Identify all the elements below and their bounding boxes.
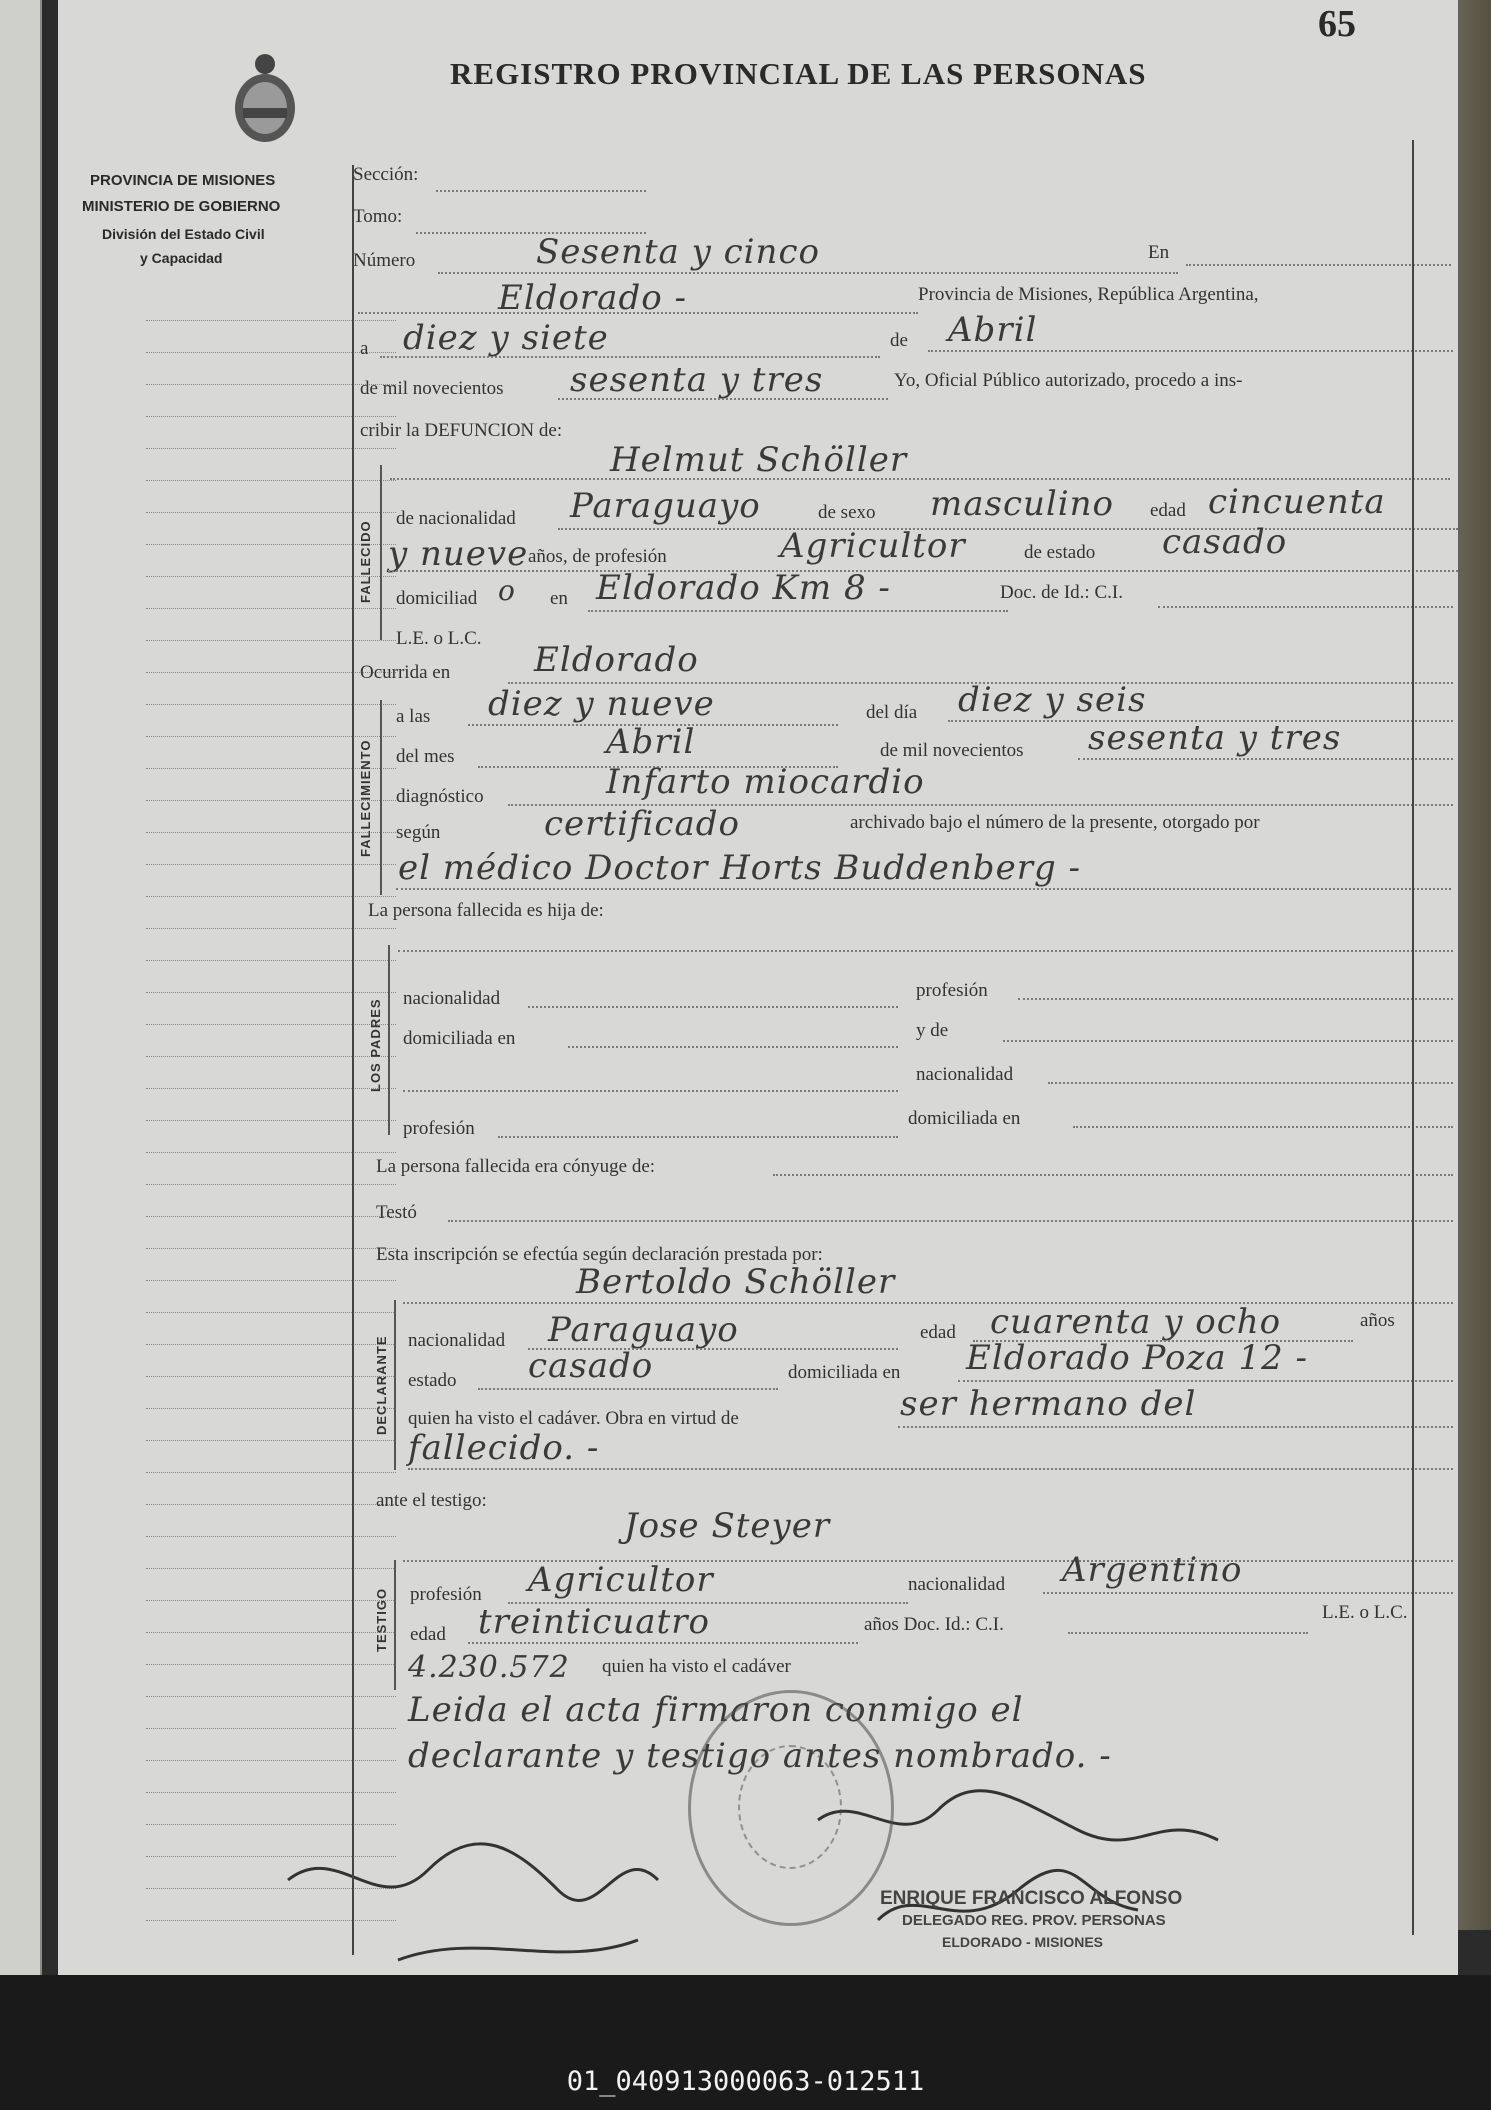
- form-frame-left: [352, 165, 354, 1955]
- padres-side-label: LOS PADRES: [368, 998, 383, 1092]
- margin-ruled-line: [146, 1088, 396, 1089]
- margin-ruled-line: [146, 1248, 396, 1249]
- padre-domicilio-label: domiciliada en: [403, 1028, 516, 1049]
- division-label: División del Estado Civil: [102, 226, 265, 242]
- seccion-line: [436, 190, 646, 192]
- quien-visto-label: quien ha visto el cadáver. Obra en virtud de: [408, 1408, 739, 1429]
- segun-value: certificado: [544, 804, 740, 844]
- previous-page-edge: [0, 0, 42, 1990]
- test-edad-label: edad: [410, 1624, 446, 1645]
- a-las-label: a las: [396, 706, 431, 727]
- stamp-place: ELDORADO - MISIONES: [942, 1934, 1104, 1950]
- declarante-value: Bertoldo Schöller: [576, 1262, 896, 1302]
- inscripcion-label: Esta inscripción se efectúa según declaración prestada por:: [376, 1244, 823, 1265]
- declarante-bracket: [394, 1300, 396, 1470]
- margin-ruled-line: [146, 1120, 396, 1121]
- margin-ruled-line: [146, 1632, 396, 1633]
- lugar-value: Eldorado -: [498, 278, 687, 318]
- padre-nacionalidad-line: [528, 1006, 898, 1008]
- test-edad-line: [468, 1642, 858, 1644]
- margin-ruled-line: [146, 320, 396, 321]
- madre-domicilio-line: [1073, 1126, 1453, 1128]
- stamp-title: DELEGADO REG. PROV. PERSONAS: [902, 1912, 1166, 1929]
- form-frame-right: [1412, 140, 1414, 1935]
- dia-line: [380, 356, 880, 358]
- segun-label: según: [396, 822, 441, 843]
- margin-ruled-line: [146, 1472, 396, 1473]
- de-mil-label: de mil novecientos: [360, 378, 504, 399]
- decl-edad-value: cuarenta y ocho: [990, 1302, 1282, 1342]
- a-label: a: [360, 338, 369, 359]
- decl-domicilio-label: domiciliada en: [788, 1362, 901, 1383]
- medico-value: el médico Doctor Horts Buddenberg -: [398, 848, 1082, 888]
- hija-de-label: La persona fallecida es hija de:: [368, 900, 604, 921]
- cribir-label: cribir la DEFUNCION de:: [360, 420, 563, 441]
- dia-value: diez y siete: [403, 318, 609, 358]
- margin-ruled-line: [146, 1312, 396, 1313]
- fallecimiento-side-label: FALLECIMIENTO: [358, 739, 373, 857]
- test-edad-value: treinticuatro: [478, 1602, 710, 1642]
- decl-obra-line-2: [408, 1468, 1453, 1470]
- division-label-2: y Capacidad: [140, 250, 223, 266]
- document-title: REGISTRO PROVINCIAL DE LAS PERSONAS: [450, 56, 1147, 91]
- ano-line: [558, 398, 888, 400]
- padres-line-1: [398, 950, 1453, 952]
- decl-estado-label: estado: [408, 1370, 457, 1391]
- quien-visto-2-label: quien ha visto el cadáver: [602, 1656, 791, 1677]
- edad-value-2: y nueve: [388, 534, 529, 574]
- yo-oficial-label: Yo, Oficial Público autorizado, procedo a ins-: [894, 370, 1243, 391]
- margin-ruled-line: [146, 1600, 396, 1601]
- test-nacionalidad-label: nacionalidad: [908, 1574, 1006, 1595]
- del-mes-label: del mes: [396, 746, 455, 767]
- nombre-line: [390, 478, 1450, 480]
- margin-ruled-line: [146, 1024, 396, 1025]
- decl-nacionalidad-value: Paraguayo: [548, 1310, 739, 1350]
- fallecimiento-bracket: [380, 700, 382, 895]
- test-anos-doc-label: años Doc. Id.: C.I.: [864, 1614, 1004, 1635]
- madre-profesion-line: [1018, 998, 1453, 1000]
- margin-ruled-line: [146, 1664, 396, 1665]
- file-id-label: 01_040913000063-012511: [566, 2066, 925, 2097]
- margin-ruled-line: [146, 448, 396, 449]
- document-page: [58, 0, 1458, 1975]
- del-dia-label: del día: [866, 702, 918, 723]
- decl-domicilio-value: Eldorado Poza 12 -: [966, 1338, 1309, 1378]
- madre-domicilio-label: domiciliada en: [908, 1108, 1021, 1129]
- margin-ruled-line: [146, 992, 396, 993]
- margin-ruled-line: [146, 1152, 396, 1153]
- margin-ruled-line: [146, 1504, 396, 1505]
- diagnostico-value: Infarto miocardio: [606, 762, 925, 802]
- margin-ruled-line: [146, 960, 396, 961]
- sexo-value: masculino: [930, 484, 1115, 524]
- margin-ruled-line: [146, 1440, 396, 1441]
- margin-ruled-line: [146, 672, 396, 673]
- test-nacionalidad-value: Argentino: [1062, 1550, 1243, 1590]
- le-lc-label: L.E. o L.C.: [396, 628, 482, 649]
- margin-ruled-line: [146, 1184, 396, 1185]
- official-seal-inner: [738, 1745, 842, 1869]
- nombre-value: Helmut Schöller: [610, 440, 908, 480]
- mes-value: Abril: [948, 310, 1038, 350]
- decl-obra-value-2: fallecido. -: [408, 1428, 600, 1468]
- decl-domicilio-line: [958, 1380, 1453, 1382]
- margin-ruled-line: [146, 1056, 396, 1057]
- testigo-value: Jose Steyer: [624, 1506, 831, 1546]
- coat-of-arms-icon: [226, 50, 304, 146]
- testigo-side-label: TESTIGO: [374, 1587, 389, 1653]
- doc-id-line: [1158, 606, 1453, 608]
- decl-anos-label: años: [1360, 1310, 1395, 1331]
- decl-obra-line: [898, 1426, 1453, 1428]
- padres-bracket: [388, 945, 390, 1135]
- lugar-line: [358, 312, 918, 314]
- domicilio-line: [588, 610, 1008, 612]
- margin-ruled-line: [146, 1216, 396, 1217]
- margin-ruled-line: [146, 1376, 396, 1377]
- cierre-value-2: declarante y testigo antes nombrado. -: [408, 1736, 1112, 1776]
- cierre-value-1: Leida el acta firmaron conmigo el: [408, 1690, 1024, 1730]
- margin-ruled-line: [146, 928, 396, 929]
- test-ci-line: [1068, 1632, 1308, 1634]
- padre-profesion-label: profesión: [403, 1118, 475, 1139]
- tomo-label: Tomo:: [353, 206, 403, 227]
- nacionalidad-value: Paraguayo: [570, 486, 761, 526]
- margin-ruled-line: [146, 896, 396, 897]
- conyuge-label: La persona fallecida era cónyuge de:: [376, 1156, 656, 1177]
- numero-line: [438, 272, 1178, 274]
- test-le-lc-label: L.E. o L.C.: [1322, 1602, 1408, 1623]
- stamp-name: ENRIQUE FRANCISCO ALFONSO: [880, 1888, 1183, 1909]
- nacionalidad-label: de nacionalidad: [396, 508, 516, 529]
- testo-line: [448, 1220, 1453, 1222]
- ocurrida-value: Eldorado: [534, 640, 699, 680]
- diagnostico-label: diagnóstico: [396, 786, 484, 807]
- en-label: En: [1148, 242, 1170, 263]
- provincia-label: Provincia de Misiones, República Argentina,: [918, 284, 1259, 305]
- hora-value: diez y nueve: [488, 684, 715, 724]
- profesion-label: años, de profesión: [528, 546, 667, 567]
- numero-value: Sesenta y cinco: [536, 232, 820, 272]
- edad-label: edad: [1150, 500, 1186, 521]
- numero-label: Número: [353, 250, 416, 271]
- doc-id-label: Doc. de Id.: C.I.: [1000, 582, 1123, 603]
- domicilio-en-label: en: [550, 588, 568, 609]
- seccion-label: Sección:: [353, 164, 419, 185]
- padre-line-3: [403, 1090, 898, 1092]
- margin-ruled-line: [146, 1344, 396, 1345]
- declarante-line: [403, 1302, 1453, 1304]
- testigo-bracket: [394, 1560, 396, 1690]
- decl-obra-value: ser hermano del: [900, 1384, 1197, 1424]
- sexo-label: de sexo: [818, 502, 876, 523]
- padre-nacionalidad-label: nacionalidad: [403, 988, 501, 1009]
- medico-line: [396, 888, 1451, 890]
- conyuge-line: [773, 1174, 1453, 1176]
- margin-ruled-line: [146, 1536, 396, 1537]
- domiciliad-label: domiciliad: [396, 588, 478, 609]
- dia-fall-value: diez y seis: [958, 680, 1147, 720]
- decl-nacionalidad-label: nacionalidad: [408, 1330, 506, 1351]
- madre-nacionalidad-label: nacionalidad: [916, 1064, 1014, 1085]
- decl-estado-value: casado: [528, 1346, 654, 1386]
- ano-value: sesenta y tres: [570, 360, 824, 400]
- ano-fall-line: [1078, 758, 1453, 760]
- archivado-label: archivado bajo el número de la presente, otorgado por: [850, 812, 1260, 833]
- margin-ruled-line: [146, 1760, 396, 1761]
- profesion-value: Agricultor: [780, 526, 966, 566]
- margin-ruled-line: [146, 1408, 396, 1409]
- province-label: PROVINCIA DE MISIONES: [90, 172, 276, 189]
- de-label: de: [890, 330, 908, 351]
- profesion-line: [388, 570, 1458, 572]
- ocurrida-label: Ocurrida en: [360, 662, 451, 683]
- margin-ruled-line: [146, 1696, 396, 1697]
- margin-ruled-line: [146, 704, 396, 705]
- decl-edad-label: edad: [920, 1322, 956, 1343]
- ano-fall-value: sesenta y tres: [1088, 718, 1342, 758]
- de-mil-nov-label: de mil novecientos: [880, 740, 1024, 761]
- madre-profesion-label: profesión: [916, 980, 988, 1001]
- margin-ruled-line: [146, 1568, 396, 1569]
- margin-ruled-line: [146, 480, 396, 481]
- ministry-label: MINISTERIO DE GOBIERNO: [82, 198, 281, 215]
- nacionalidad-line: [558, 528, 1458, 530]
- margin-ruled-line: [146, 1280, 396, 1281]
- test-profesion-value: Agricultor: [528, 1560, 714, 1600]
- edad-value: cincuenta: [1208, 482, 1386, 522]
- fallecido-bracket: [380, 465, 382, 640]
- declarante-side-label: DECLARANTE: [374, 1335, 389, 1435]
- margin-ruled-line: [146, 640, 396, 641]
- testo-label: Testó: [376, 1202, 417, 1223]
- domiciliad-o: o: [498, 574, 516, 607]
- margin-ruled-line: [146, 416, 396, 417]
- test-ci-value: 4.230.572: [408, 1650, 570, 1685]
- margin-ruled-line: [146, 384, 396, 385]
- margin-ruled-line: [146, 352, 396, 353]
- mes-fall-value: Abril: [606, 722, 696, 762]
- y-de-label: y de: [916, 1020, 949, 1041]
- page-number: 65: [1318, 3, 1356, 45]
- padre-domicilio-line: [568, 1046, 898, 1048]
- decl-estado-line: [478, 1388, 778, 1390]
- test-profesion-label: profesión: [410, 1584, 482, 1605]
- y-de-line: [1003, 1040, 1453, 1042]
- estado-label: de estado: [1024, 542, 1096, 563]
- test-nacionalidad-line: [1043, 1592, 1453, 1594]
- margin-ruled-line: [146, 1728, 396, 1729]
- madre-nacionalidad-line: [1048, 1082, 1453, 1084]
- fallecido-side-label: FALLECIDO: [358, 520, 373, 604]
- ante-testigo-label: ante el testigo:: [376, 1490, 487, 1511]
- padre-profesion-line: [498, 1136, 898, 1138]
- estado-value: casado: [1162, 522, 1288, 562]
- mes-line: [928, 350, 1453, 352]
- domicilio-value: Eldorado Km 8 -: [596, 568, 891, 608]
